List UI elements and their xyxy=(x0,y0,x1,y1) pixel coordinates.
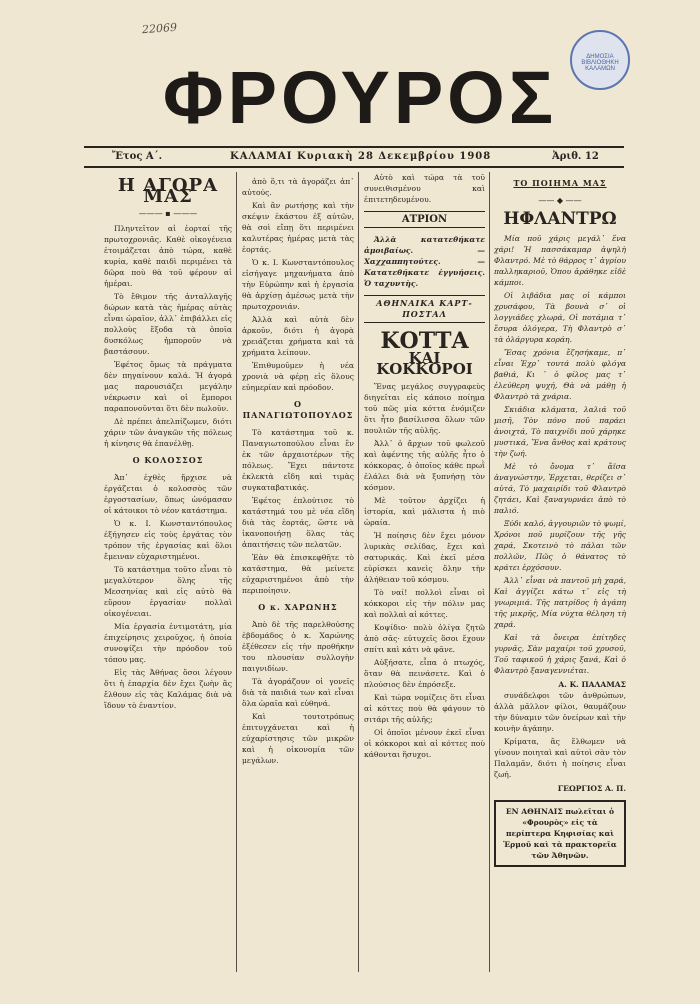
article-paragraph: Ἕνας μεγάλος συγγραφεὺς διηγεῖται εἰς κάποιο ποίημα τοῦ πῶς μία κόττα ἐνόμιζεν ὅτι ἦτο βασίλισσα ὅλων τῶν πουλιῶν τῆς αὐλῆς. xyxy=(364,382,485,435)
poem-stanza: Ξύδι καλό, ἀγγουριῶν τὸ ψωμί, Χρόνοι ποῦ μυρίζουν τῆς γῆς χαρά, Σκοτεινὸ τὸ πάλαι τῶν πολλῶν, Πῶς ὁ θάνατος τὸ κράτει ἐρχόσουν. xyxy=(494,519,626,572)
poem-stanza: Σκιάδια κλάματα, λαλιά τοῦ μισῆ, Τὸν πόνο ποῦ παράει ἀνοιχτά, Τὸ παιχνίδι ποῦ χάρηκε μυστικά, Ἕνα ἄνθος καὶ κράτους τὴν ζωή. xyxy=(494,405,626,458)
poem-title: ΗΦΛΑΝΤΡΩ xyxy=(503,209,617,229)
article-paragraph: Ἀπ᾽ ἐχθὲς ἤρχισε νὰ ἐργάζεται ὁ κολοσσὸς τῶν ἐργοστασίων, ὅπως ὠνόμασαν οἱ κάτοικοι τὸ νέον κατάστημα. xyxy=(104,473,232,515)
box-title: ΑΤΡΙΟΝ xyxy=(364,211,485,228)
section-subhead: Ο ΠΑΝΑΓΙΩΤΟΠΟΥΛΟΣ xyxy=(242,399,354,420)
section-subhead: Ο ΚΟΛΟΣΣΟΣ xyxy=(132,455,204,465)
article-paragraph: Αὐξήσατε, εἶπα ὁ πτωχός, ὅταν θὰ πεινάσετε. Καὶ ὁ πλούσιος δὲν ἐπρόσεξε. xyxy=(364,658,485,689)
article-paragraph: Καὶ τώρα νομίζεις ὅτι εἶναι αἱ κόττες ποὺ θὰ φάγουν τὸ σιτάρι τῆς αὐλῆς; xyxy=(364,693,485,724)
issue-number: Ἀριθ. 12 xyxy=(552,151,599,162)
masthead-title: ΦΡΟΥΡΟΣ xyxy=(162,56,558,139)
box-caption: ΑΘΗΝΑΙΚΑ ΚΑΡΤ-ΠΟΣΤΑΛ xyxy=(364,295,485,323)
article-paragraph: Δὲ πρέπει ἀπελπίζωμεν, διότι χάριν τῶν ἀναγκῶν τῆς πόλεως ἡ κίνησις θὰ ἐπανέλθῃ. xyxy=(104,417,232,448)
article-paragraph: ἀπὸ ὅ,τι τὰ ἀγοράζει ἀπ᾽ αὐτούς. xyxy=(242,177,354,197)
column-4 xyxy=(494,172,626,972)
column-separator xyxy=(236,172,237,972)
article-paragraph: Καὶ ἂν ρωτήσῃς καὶ τὴν σκέψιν ἑκάστου ἐξ αὐτῶν, θὰ σοὶ εἴπῃ ὅτι περιμένει καλυτέρας ἡμέρας μετὰ τὰς ἑορτάς. xyxy=(242,201,354,254)
masthead-rule-top xyxy=(84,146,624,148)
article-paragraph: Ὁ κ. Ι. Κωνσταντόπουλος εἰσήγαγε μηχανήματα ἀπὸ τὴν Εὐρώπην καὶ ἡ ἐργασία θὰ ἀρχίσῃ ἀμέσως μετὰ τὴν πρωτοχρονιάν. xyxy=(242,258,354,311)
article-paragraph: Κοψίδιο· πολὺ ὀλίγα ζητῶ ἀπὸ σᾶς· εὐτυχεῖς ὅσοι ἔχουν σπίτι καὶ κάτι νὰ φᾶνε. xyxy=(364,623,485,654)
poem-stanza: Οἱ λιβάδια μας οἱ κάμποι χρυσάφου, Τὰ βουνὰ σ᾽ οἱ λογγιάδες χλωρά, Οἱ ποτάμια τ᾽ ἔσυρα ὁλόγερα, Τὴ Φλαντρὸ σ᾽ τὰ ὁλάργυρα κοράη. xyxy=(494,291,626,344)
article-paragraph: Τὸ κατάστημα τοῦτο εἶναι τὸ μεγαλύτερον ὅλης τῆς Μεσσηνίας καὶ εἰς αὐτὸ θὰ εὕρουν ἐργασίαν πολλαὶ οἰκογένειαι. xyxy=(104,565,232,618)
column-separator xyxy=(489,172,490,972)
section-label: ΤΟ ΠΟΙΗΜΑ ΜΑΣ xyxy=(513,178,607,188)
box-text: Ἀλλὰ κατατεθήκατε ἀμοιβαίως. — Χαχχαππητούτες. — Κατατεθήκατε ἐγγυήσεις. Ὁ ταχυντὴς. xyxy=(364,235,485,288)
article-paragraph: Τὸ ἔθιμον τῆς ἀνταλλαγῆς δώρων κατὰ τὰς ἡμέρας αὐτὰς εἶναι ὡραῖον, ἀλλ᾽ ἐπιβάλλει εἰς πολλοὺς ἔξοδα τὰ ὁποῖα δυσκόλως ἠμποροῦν νὰ βαστάσουν. xyxy=(104,292,232,356)
article-paragraph: Ἐφέτος ὅμως τὰ πράγματα δὲν πηγαίνουν καλά. Ἡ ἀγορά μας παρουσιάζει μεγάλην νέκρωσιν καὶ οἱ ἔμποροι παραπονοῦνται ὅτι δὲν πωλοῦν. xyxy=(104,360,232,413)
article-paragraph: Ἀλλ᾽ ὁ ἄρχων τοῦ φωλεοῦ καὶ ἀφέντης τῆς αὐλῆς ἦτο ὁ κόκκορας, ὁ ὁποῖος κάθε πρωῒ ἐλάλει διὰ νὰ ξυπνήσῃ τὸν κόσμον. xyxy=(364,439,485,492)
article-paragraph: Ἐὰν θὰ ἐπισκεφθῆτε τὸ κατάστημα, θὰ μείνετε εὐχαριστημένοι ἀπὸ τὴν περιποίησιν. xyxy=(242,553,354,595)
column-separator xyxy=(358,172,359,972)
handwritten-number: 22069 xyxy=(141,20,178,37)
section-subhead: Ο κ. ΧΑΡΩΝΗΣ xyxy=(258,602,338,612)
library-stamp xyxy=(570,30,630,90)
article-paragraph: Τὸ ναί! πολλοὶ εἶναι οἱ κόκκοροι εἰς τὴν πόλιν μας καὶ πολλαὶ αἱ κόττες. xyxy=(364,588,485,619)
article-author: ΓΕΩΡΓΙΟΣ Α. Π. xyxy=(557,784,626,793)
article-paragraph: Τὰ ἀγοράζουν οἱ γονεῖς διὰ τὰ παιδιά των καὶ εἶναι ὅλα ὡραῖα καὶ εὐθηνά. xyxy=(242,677,354,708)
article-paragraph: Οἱ ὁποῖοι μένουν ἐκεῖ εἶναι οἱ κόκκοροι καὶ αἱ κόττες ποὺ κάθονται ἥσυχοι. xyxy=(364,728,485,759)
article-paragraph: Ἀπὸ δὲ τῆς παρελθούσης ἑβδομάδος ὁ κ. Χαρώνης ἐξέθεσεν εἰς τὴν προθήκην του πλουσίαν συλλογὴν παιγνιδίων. xyxy=(242,620,354,673)
poem-stanza: Καὶ τὰ ὄνειρα ἐπίτηδες γυρνᾶς, Σὰν μαχαίρι τοῦ χρυσοῦ, Τοῦ ταφικοῦ ἡ χάρις ξανά, Καὶ ὁ Φλαντρὸ ξαναγεννιέται. xyxy=(494,633,626,675)
article-paragraph: συνάδελφοι τῶν ἀνθρώπων, ἀλλὰ μᾶλλον φίλοι, θαυμάζουν τὴν δύναμιν τῶν ὀνείρων καὶ τὴν κοινὴν ἀγάπην. xyxy=(494,691,626,733)
article-paragraph: Καὶ τουτοτρόπως ἐπιτυγχάνεται καὶ ἡ εὐχαρίστησις τῶν μικρῶν καὶ ἡ οἰκονομία τῶν μεγάλων. xyxy=(242,712,354,765)
article-paragraph: Μία ἐργασία ἐντιμοτάτη, μία ἐπιχείρησις χειροῦχος, ἡ ὁποία συνοψίζει τὴν πρόοδον τοῦ τόπου μας. xyxy=(104,622,232,664)
article-paragraph: Αὐτὸ καὶ τώρα τὰ τοῦ συνειθισμένου καὶ ἐπιτετηδευμένου. xyxy=(364,173,485,204)
issue-year: Ἔτος Α΄. xyxy=(112,151,163,162)
sales-notice-box: ΕΝ ΑΘΗΝΑΙΣ πωλεῖται ὁ «Φρουρὸς» εἰς τὰ περίπτερα Κηφισίας καὶ Ἑρμοῦ καὶ τὰ πρακτορεῖα τῶν Ἀθηνῶν. xyxy=(494,800,626,867)
article-paragraph: Ἀλλὰ καὶ αὐτὰ δὲν ἀρκοῦν, διότι ἡ ἀγορὰ χρειάζεται χρήματα καὶ τὰ χρήματα λείπουν. xyxy=(242,315,354,357)
article-headline-sub: ΚΑΙ ΚΟΚΚΟΡΟΙ xyxy=(376,349,473,378)
article-paragraph: Πληντεῖτον αἱ ἑορταί τῆς πρωτοχρονιᾶς. Καθὲ οἰκογένεια ἑτοιμάζεται ἀπὸ τώρα, καθὲ κυρία, καθὲ παιδὶ περιμένει τὰ δῶρα ποὺ θὰ τοῦ φέρουν αἱ ἡμέραι. xyxy=(104,224,232,288)
article-paragraph: Κρίματα, ἂς ἔλθωμεν νὰ γίνουν ποιηταὶ καὶ αὐτοὶ σὰν τὸν Παλαμᾶν, διότι ἡ ποίησις εἶναι ζωή. xyxy=(494,737,626,779)
column-1 xyxy=(104,172,232,972)
poem-stanza: Μὲ τὸ ὄνομα τ᾽ ἄϊσα ἀναγνώστην, Ἐρχεται, θερίζει σ᾽ αὐτά, Τὸ μαχαιρίδι τοῦ Φλαντρὸ ζητάει, Καὶ ξαναγυρνάει ἀπὸ τὸ παλιό. xyxy=(494,462,626,515)
issue-place-date: ΚΑΛΑΜΑΙ Κυριακὴ 28 Δεκεμβρίου 1908 xyxy=(230,151,492,162)
article-paragraph: Ἐπιθυμοῦμεν ἡ νέα χρονιὰ νὰ φέρῃ εἰς ὅλους εὐημερίαν καὶ πρόοδον. xyxy=(242,361,354,392)
poem-stanza: Μία ποῦ χάρις μεγάλ᾽ ἕνα χάρι! Ἡ πασσάκαμαρ ἀψηλὴ Φλαντρό. Μὲ τὸ θάρρος τ᾽ ἀγρίου παλληκαριοῦ, Ὁπου ἀράθηκε εἰδὲ κάμποι. xyxy=(494,234,626,287)
article-headline: ΚΟΤΤΑ xyxy=(380,328,469,354)
column-3 xyxy=(364,172,485,972)
article-paragraph: Μὲ τοῦτον ἀρχίζει ἡ ἱστορία, καὶ μάλιστα ἡ πιὸ ὡραία. xyxy=(364,496,485,527)
masthead-rule-bottom xyxy=(84,166,624,168)
column-2 xyxy=(242,176,354,972)
poem-stanza: Ἔσας χρόνια ἔζησήκαμε, π᾽ εἶναι Ἐχρ᾽ τουτά πολὺ φλόγα βαθιά, Κι ᾽ ὁ φίλος μας τ᾽ ἐλεύθερη ψυχή, Θὰ νὰ μάθῃ ἡ Φλαντρὸ τὰ χνάρια. xyxy=(494,348,626,401)
ornament-divider: ——— ▪ ——— xyxy=(138,209,198,218)
article-paragraph: Τὸ κατάστημα τοῦ κ. Παναγιωτοπούλου εἶναι ἓν ἐκ τῶν ἀρχαιοτέρων τῆς πόλεως. Ἔχει πάντοτε ἐκλεκτὰ εἴδη καὶ τιμὰς συγκαταβατικάς. xyxy=(242,428,354,492)
ornament-divider: —— ◆ —— xyxy=(538,196,582,205)
article-paragraph: Εἰς τὰς Ἀθήνας ὅσοι λέγουν ὅτι ἡ ἐπαρχία δὲν ἔχει ζωὴν ἂς ἔλθουν εἰς τὰς Καλάμας διὰ νὰ ἴδουν τὸ ἐναντίον. xyxy=(104,668,232,710)
article-paragraph: Ὁ κ. Ι. Κωνσταντόπουλος ἐξήγησεν εἰς τοὺς ἐργάτας τὸν τρόπον τῆς ἐργασίας καὶ ὅλοι ἔμειναν εὐχαριστημένοι. xyxy=(104,519,232,561)
article-paragraph: Ἡ ποίησις δὲν ἔχει μόνον λυρικὰς σελίδας, ἔχει καὶ σατυρικάς. Καὶ ἐκεῖ μέσα εὑρίσκει κανεὶς ὅλην τὴν ἀλήθειαν τοῦ κόσμου. xyxy=(364,531,485,584)
poem-stanza: Ἀλλ᾽ εἶναι νὰ παντοῦ μὴ χαρά, Καὶ ἀγγίζει κάτω τ᾽ εἰς τὴ γνωριμιά. Τῆς πατρίδος ἡ ἀγάπη τῆς μικρῆς, Μία νύχτα θέληση τὴ χαρά. xyxy=(494,576,626,629)
article-paragraph: Ἐφέτος ἐπλούτισε τὸ κατάστημά του μὲ νέα εἴδη διὰ τὰς ἑορτάς, ὥστε νὰ ἱκανοποιήσῃ ὅλας τὰς ἀπαιτήσεις τῶν πελατῶν. xyxy=(242,496,354,549)
stamp-text: ΔΗΜΟΣΙΑ ΒΙΒΛΙΟΘΗΚΗ ΚΑΛΑΜΩΝ xyxy=(581,54,619,72)
article-headline: Η ΑΓΟΡΑ ΜΑΣ xyxy=(117,175,219,207)
poem-signature: Α. Κ. ΠΑΛΑΜΑΣ xyxy=(558,680,626,689)
